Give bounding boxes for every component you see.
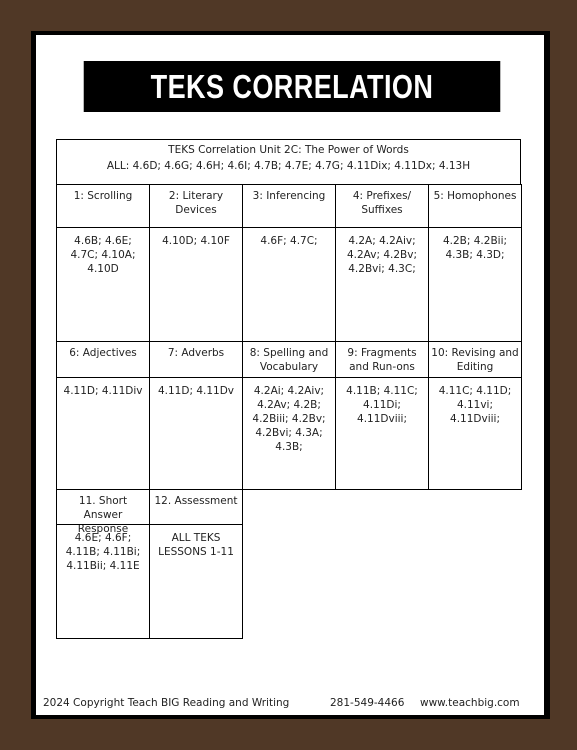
page-title: TEKS CORRELATION xyxy=(84,61,501,112)
lesson-teks-1: 4.6B; 4.6E; 4.7C; 4.10A; 4.10D xyxy=(56,227,150,342)
lesson-header-1: 1: Scrolling xyxy=(56,184,150,228)
lesson-header-4: 4: Prefixes/ Suffixes xyxy=(335,184,429,228)
lesson-header-3: 3: Inferencing xyxy=(242,184,336,228)
lesson-teks-12: ALL TEKS LESSONS 1-11 xyxy=(149,524,243,639)
table-title-cell xyxy=(56,139,521,185)
lesson-header-9: 9: Fragments and Run-ons xyxy=(335,341,429,378)
lesson-teks-10: 4.11C; 4.11D; 4.11vi; 4.11Dviii; xyxy=(428,377,522,490)
lesson-header-7: 7: Adverbs xyxy=(149,341,243,378)
footer-phone: 281-549-4466 xyxy=(330,697,405,709)
lesson-teks-8: 4.2Ai; 4.2Aiv; 4.2Av; 4.2B; 4.2Biii; 4.2Bv; 4.2Bvi; 4.3A; 4.3B; xyxy=(242,377,336,490)
lesson-header-12: 12. Assessment xyxy=(149,489,243,525)
lesson-teks-11: 4.6E; 4.6F; 4.11B; 4.11Bi; 4.11Bii; 4.11E xyxy=(56,524,150,639)
lesson-teks-5: 4.2B; 4.2Bii; 4.3B; 4.3D; xyxy=(428,227,522,342)
lesson-teks-9: 4.11B; 4.11C; 4.11Di; 4.11Dviii; xyxy=(335,377,429,490)
lesson-teks-6: 4.11D; 4.11Div xyxy=(56,377,150,490)
footer-website: www.teachbig.com xyxy=(420,697,520,709)
lesson-teks-7: 4.11D; 4.11Dv xyxy=(149,377,243,490)
lesson-header-10: 10: Revising and Editing xyxy=(428,341,522,378)
lesson-teks-4: 4.2A; 4.2Aiv; 4.2Av; 4.2Bv; 4.2Bvi; 4.3C; xyxy=(335,227,429,342)
lesson-teks-2: 4.10D; 4.10F xyxy=(149,227,243,342)
lesson-teks-3: 4.6F; 4.7C; xyxy=(242,227,336,342)
footer-copyright: 2024 Copyright Teach BIG Reading and Writing xyxy=(43,697,290,709)
all-teks-line: ALL: 4.6D; 4.6G; 4.6H; 4.6I; 4.7B; 4.7E; 4.7G; 4.11Dix; 4.11Dx; 4.13H xyxy=(106,160,471,172)
table-title: TEKS Correlation Unit 2C: The Power of Words xyxy=(168,144,409,156)
lesson-header-11: 11. Short Answer Response xyxy=(56,489,150,525)
lesson-header-5: 5: Homophones xyxy=(428,184,522,228)
lesson-header-2: 2: Literary Devices xyxy=(149,184,243,228)
lesson-header-6: 6: Adjectives xyxy=(56,341,150,378)
lesson-header-8: 8: Spelling and Vocabulary xyxy=(242,341,336,378)
